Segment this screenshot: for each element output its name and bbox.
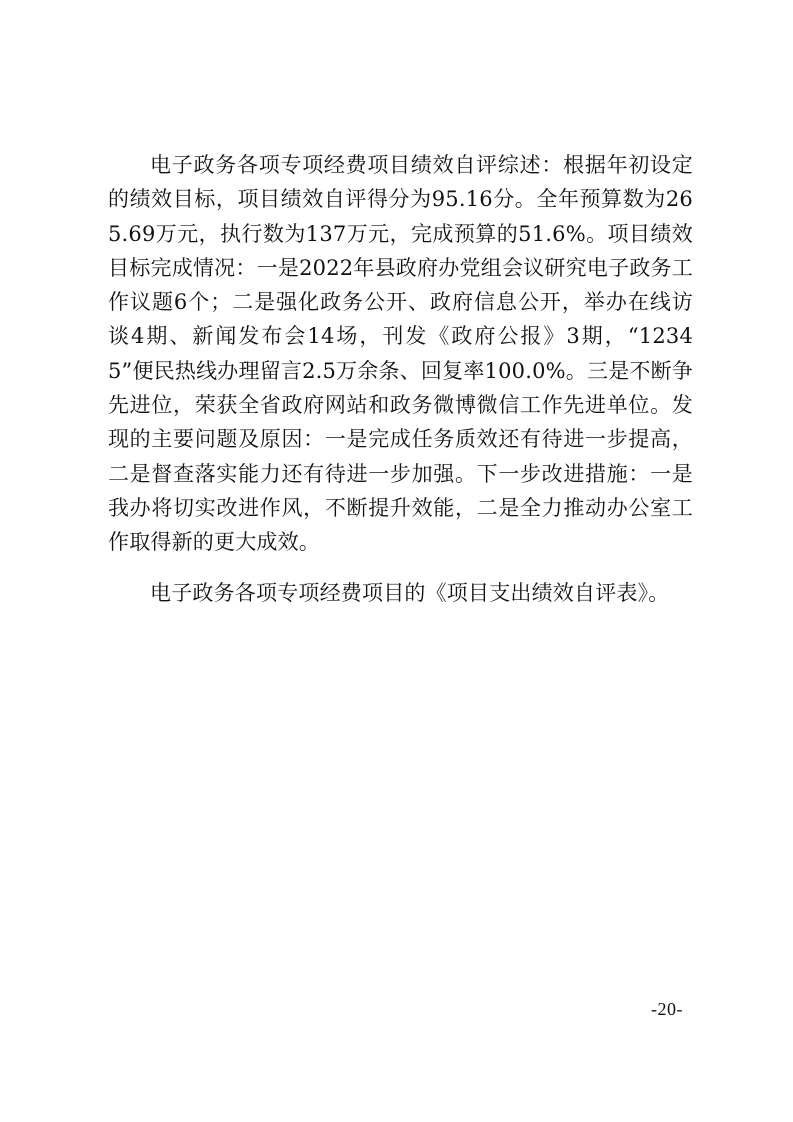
body-paragraph-table-reference: 电子政务各项专项经费项目的《项目支出绩效自评表》。 (150, 581, 670, 605)
body-paragraph-summary: 电子政务各项专项经费项目绩效自评综述：根据年初设定的绩效目标，项目绩效自评得分为95.16分。全年预算数为265.69万元，执行数为137万元，完成预算的51.6%。项目绩效目标完成情况：一是2022年县政府办党组会议研究电子政务工作议题6个；二是强化政务公开、政府信息公开，举办在线访谈4期、新闻发布会14场，刊发《政府公报》3期，“12345”便民热线办理留言2.5万余条、回复率100.0%。三是不断争先进位，荣获全省政府网站和政务微博微信工作先进单位。发现的主要问题及原因：一是完成任务质效还有待进一步提高，二是督查落实能力还有待进一步加强。下一步改进措施：一是我办将切实改进作风，不断提升效能，二是全力推动办公室工作取得新的更大成效。 (108, 153, 693, 555)
page-number: -20- (651, 999, 683, 1019)
